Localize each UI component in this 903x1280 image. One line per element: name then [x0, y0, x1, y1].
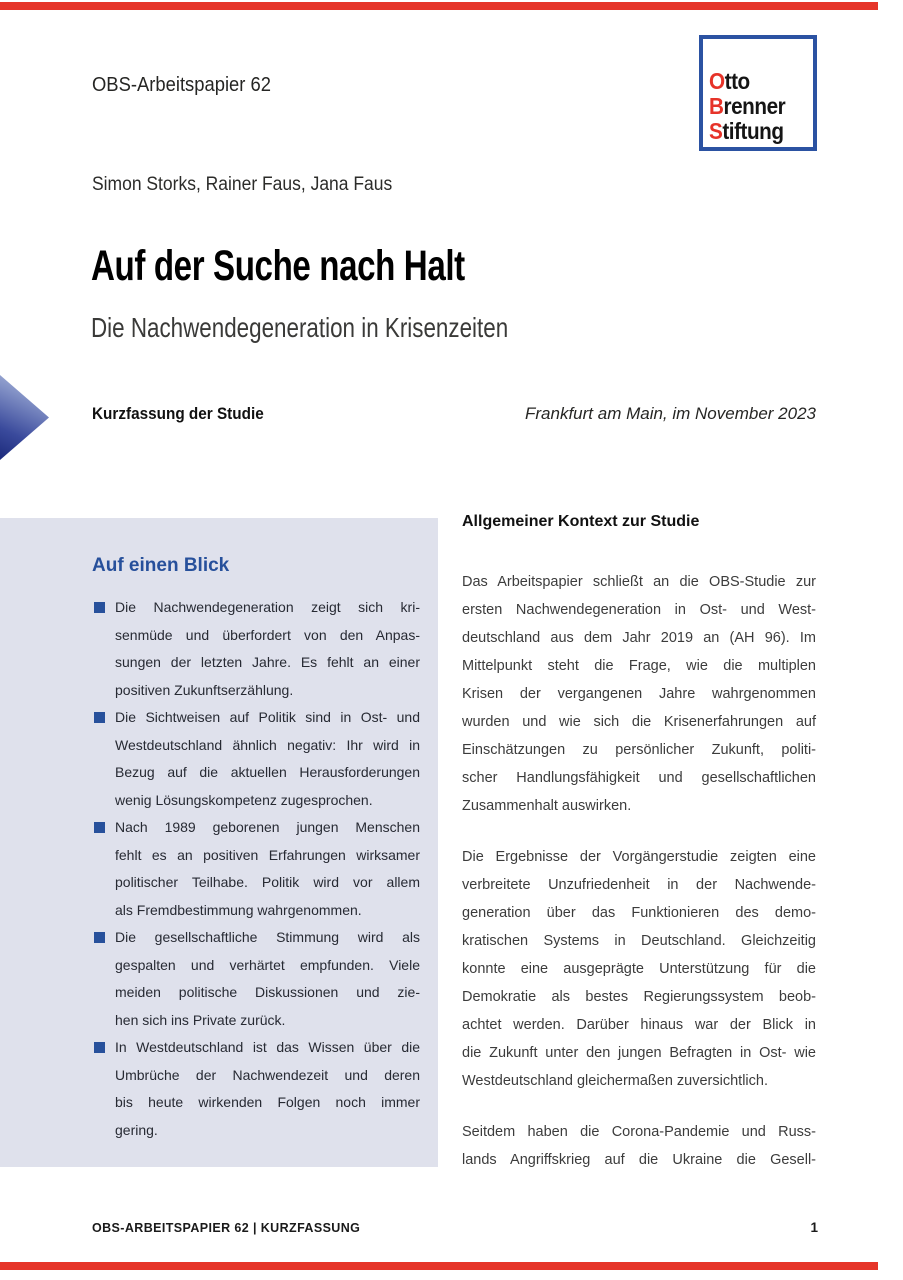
paragraph: Das Arbeitspapier schließt an die OBS-Studie zur ersten Nachwendegeneration in Ost- und West- deutschland aus dem Jahr 2019 an (AH 96). Im Mittelpunkt steht die Frage, wie die multiplen Krisen der vergangenen Jahre wahrgenommen wurden und wie sich die Krisenerfahrungen auf Einschätzungen zu persönlicher Zukunft, politi- scher Handlungsfähigkeit und gesellschaftlichen Zusammenhalt auswirken.: [462, 574, 816, 814]
top-accent-bar: [0, 2, 878, 10]
logo-initial-o: O: [709, 68, 725, 94]
obs-logo-text: [709, 69, 803, 144]
series-label-text: OBS-Arbeitspapier 62: [92, 74, 271, 96]
document-title: Auf der Suche nach Halt: [91, 242, 465, 290]
logo-rest-tto: tto: [724, 68, 750, 94]
bullet-text: Die gesellschaftliche Stimmung wird als gespalten und verhärtet empfunden. Viele meiden politische Diskussionen und zie- hen sich ins Private zurück.: [115, 929, 420, 1028]
section-heading: Allgemeiner Kontext zur Studie: [462, 513, 700, 530]
summary-heading: Auf einen Blick: [92, 555, 230, 576]
bullet-square-icon: [94, 712, 105, 723]
logo-rest-renner: renner: [723, 93, 786, 119]
list-item: [94, 1034, 420, 1144]
logo-line-stiftung: [709, 119, 803, 144]
list-item: [94, 594, 420, 704]
authors-text: Simon Storks, Rainer Faus, Jana Faus: [92, 174, 393, 195]
footer-running-title: OBS-ARBEITSPAPIER 62 | KURZFASSUNG: [92, 1221, 361, 1235]
document-subtitle: Die Nachwendegeneration in Krisenzeiten: [91, 312, 509, 343]
logo-initial-b: B: [709, 93, 724, 119]
bullet-text: Die Nachwendegeneration zeigt sich kri- senmüde und überfordert von den Anpas- sungen der letzten Jahre. Es fehlt an einer positiven Zukunftserzählung.: [115, 599, 420, 698]
bullet-text: In Westdeutschland ist das Wissen über die Umbrüche der Nachwendezeit und deren bis heute wirkenden Folgen noch immer gering.: [115, 1039, 420, 1138]
paragraph: Die Ergebnisse der Vorgängerstudie zeigten eine verbreitete Unzufriedenheit in der Nachwende- generation über das Funktionieren des demo- kratischen Systems in Deutschland. Gleichzeitig konnte eine ausgeprägte Unterstützung für die Demokratie als bestes Regierungssystem beob- achtet werden. Darüber hinaus war der Blick in die Zukunft unter den jungen Befragten in Ost- wie Westdeutschland gleichermaßen zuversichtlich.: [462, 849, 816, 1089]
paragraph: Seitdem haben die Corona-Pandemie und Russ- lands Angriffskrieg auf die Ukraine die Gesell-: [462, 1124, 816, 1168]
bullet-square-icon: [94, 822, 105, 833]
bottom-accent-bar: [0, 1262, 878, 1270]
page-number: 1: [810, 1220, 818, 1235]
list-item: [94, 924, 420, 1034]
arrow-triangle-icon: [0, 375, 49, 460]
logo-line-brenner: [709, 94, 803, 119]
summary-box: [0, 518, 438, 1167]
bullet-text: Die Sichtweisen auf Politik sind in Ost- und Westdeutschland ähnlich negativ: Ihr wird in Bezug auf die aktuellen Herausforderungen wenig Lösungskompetenz zugesprochen.: [115, 709, 420, 808]
edition-label: Kurzfassung der Studie: [92, 404, 264, 423]
logo-rest-tiftung: tiftung: [722, 118, 784, 144]
bullet-text: Nach 1989 geborenen jungen Menschen fehlt es an positiven Erfahrungen wirksamer politischer Teilhabe. Politik wird vor allem als Fremdbestimmung wahrgenommen.: [115, 819, 420, 918]
summary-bullet-list: [94, 594, 420, 1144]
bullet-square-icon: [94, 602, 105, 613]
authors-line: [92, 174, 418, 196]
list-item: [94, 704, 420, 814]
logo-line-otto: [709, 69, 803, 94]
list-item: [94, 814, 420, 924]
logo-initial-s: S: [709, 118, 723, 144]
place-date: Frankfurt am Main, im November 2023: [525, 404, 816, 423]
obs-logo: [699, 35, 817, 151]
series-label: [92, 74, 287, 97]
bullet-square-icon: [94, 932, 105, 943]
bullet-square-icon: [94, 1042, 105, 1053]
main-column: [462, 512, 816, 1197]
